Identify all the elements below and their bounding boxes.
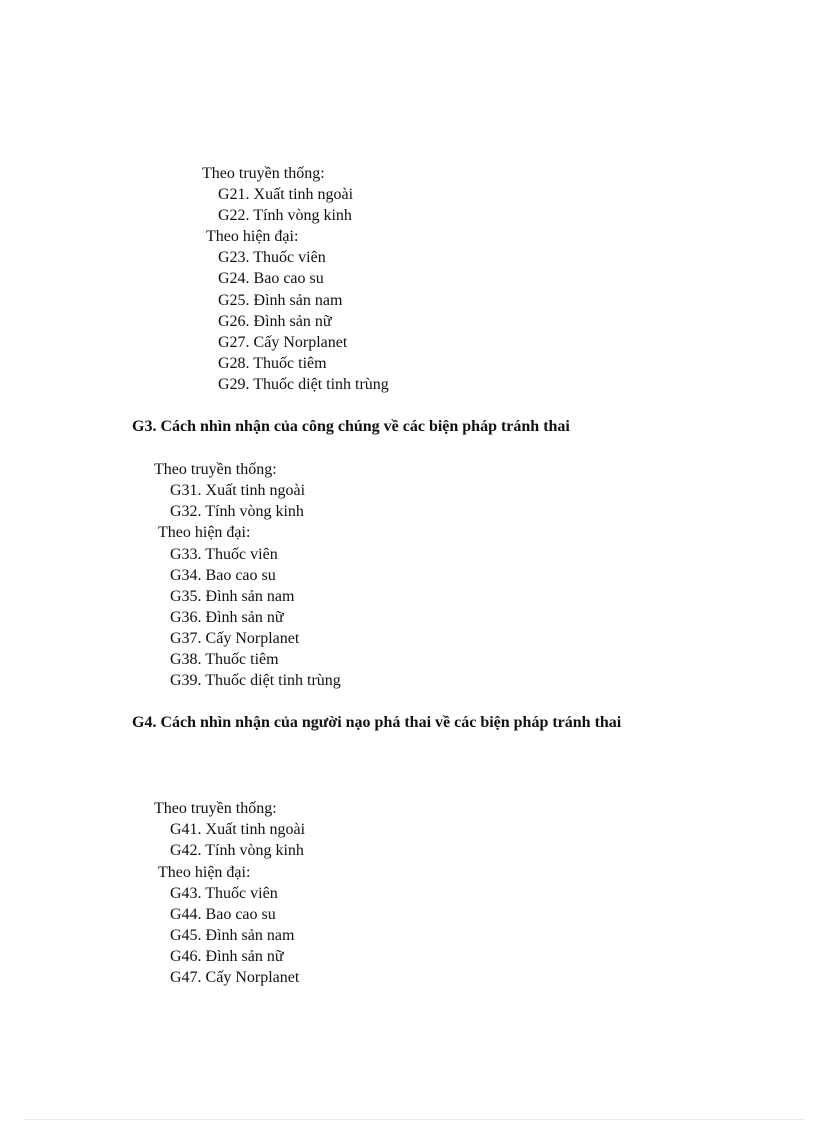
g2-traditional-label: Theo truyền thống: xyxy=(202,165,325,182)
g2-item-g29: G29. Thuốc diệt tinh trùng xyxy=(218,376,389,393)
g2-item-g27: G27. Cấy Norplanet xyxy=(218,334,348,351)
g4-traditional-label: Theo truyền thống: xyxy=(154,800,277,817)
g2-item-g21: G21. Xuất tinh ngoài xyxy=(218,186,354,203)
g3-item-g35: G35. Đình sản nam xyxy=(170,588,295,605)
g4-item-g42: G42. Tính vòng kinh xyxy=(170,842,304,859)
page-bottom-edge xyxy=(24,1119,804,1120)
g4-item-g44: G44. Bao cao su xyxy=(170,906,276,923)
g4-item-g43: G43. Thuốc viên xyxy=(170,885,278,902)
g3-item-g31: G31. Xuất tinh ngoài xyxy=(170,482,306,499)
g4-heading: G4. Cách nhìn nhận của người nạo phá thai về các biện pháp tránh thai xyxy=(132,714,622,731)
g4-item-g45: G45. Đình sản nam xyxy=(170,927,295,944)
g3-item-g37: G37. Cấy Norplanet xyxy=(170,630,300,647)
g2-item-g28: G28. Thuốc tiêm xyxy=(218,355,327,372)
g3-traditional-label: Theo truyền thống: xyxy=(154,461,277,478)
g2-item-g26: G26. Đình sản nữ xyxy=(218,313,332,330)
g3-item-g33: G33. Thuốc viên xyxy=(170,546,278,563)
g4-modern-label: Theo hiện đại: xyxy=(158,864,251,881)
g3-item-g32: G32. Tính vòng kinh xyxy=(170,503,304,520)
g4-item-g41: G41. Xuất tinh ngoài xyxy=(170,821,306,838)
g3-item-g36: G36. Đình sản nữ xyxy=(170,609,284,626)
g4-item-g46: G46. Đình sản nữ xyxy=(170,948,284,965)
g2-modern-label: Theo hiện đại: xyxy=(206,228,299,245)
g2-item-g25: G25. Đình sản nam xyxy=(218,292,343,309)
g3-item-g38: G38. Thuốc tiêm xyxy=(170,651,279,668)
g2-item-g23: G23. Thuốc viên xyxy=(218,249,326,266)
g3-modern-label: Theo hiện đại: xyxy=(158,524,251,541)
g4-item-g47: G47. Cấy Norplanet xyxy=(170,969,300,986)
g3-item-g34: G34. Bao cao su xyxy=(170,567,276,584)
g3-heading: G3. Cách nhìn nhận của công chúng về các biện pháp tránh thai xyxy=(132,418,570,435)
g2-item-g24: G24. Bao cao su xyxy=(218,270,324,287)
g3-item-g39: G39. Thuốc diệt tinh trùng xyxy=(170,672,341,689)
g2-item-g22: G22. Tính vòng kinh xyxy=(218,207,352,224)
